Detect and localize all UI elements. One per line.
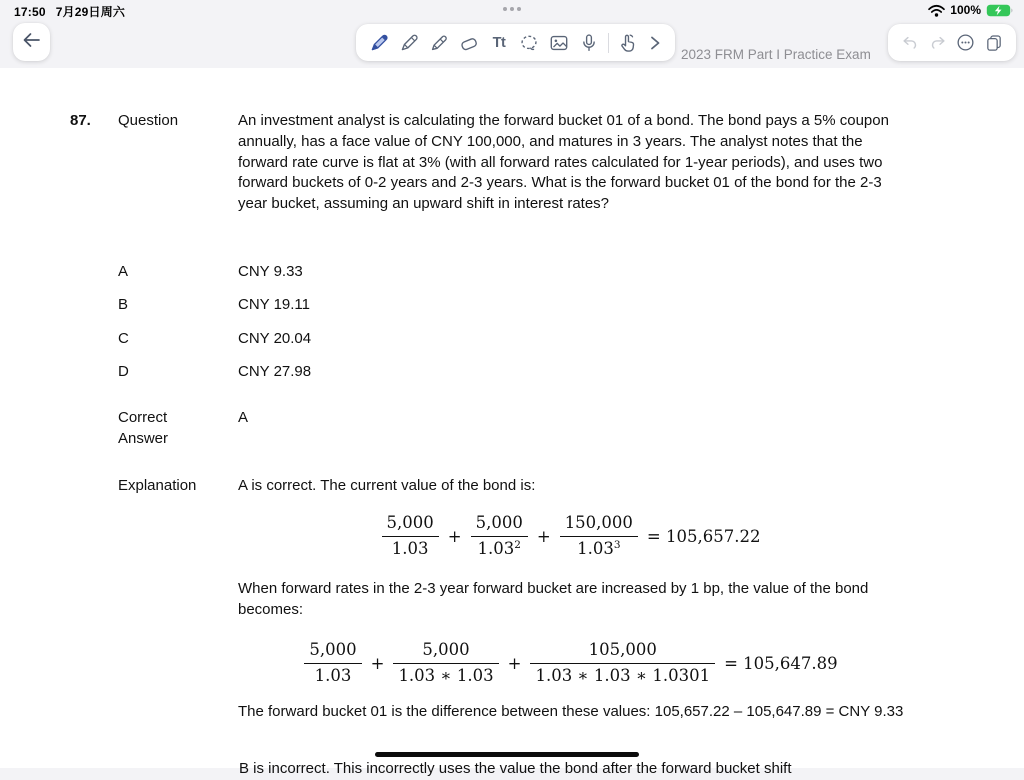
status-bar: [0, 0, 1024, 20]
option-key: A: [118, 263, 129, 280]
text-tool-glyph: Tt: [492, 34, 506, 51]
question-text: An investment analyst is calculating the forward bucket 01 of a bond. The bond pays a 5% coupon annually, has a face value of CNY 100,000, and matures in 3 years. The analyst notes that the forward rate curve is flat at 3% (with all forward rates calculated for 1-year periods), and uses two forward buckets of 0-2 years and 2-3 years. What is the forward bucket 01 of the bond for the 2-3 year bucket, assuming an upward shift in interest rates?: [238, 112, 889, 213]
expand-toolbar-chevron-icon[interactable]: [647, 32, 663, 54]
pencil-tool[interactable]: [398, 32, 420, 54]
back-arrow-icon: [22, 32, 41, 53]
option-row: [118, 295, 718, 316]
microphone-tool[interactable]: [578, 32, 600, 54]
formula-result: = 105,647.89: [724, 653, 838, 673]
document-title: 2023 FRM Part I Practice Exam: [681, 47, 871, 62]
status-date: 7月29日周六: [55, 5, 126, 19]
annotation-toolbar: [356, 24, 675, 61]
formula-result: = 105,657.22: [646, 526, 761, 546]
option-value: CNY 27.98: [238, 363, 312, 380]
multitasking-pill[interactable]: [503, 7, 521, 11]
correct-answer-value: A: [238, 409, 249, 426]
highlighter-tool[interactable]: [428, 32, 450, 54]
finger-draw-tool[interactable]: [617, 32, 639, 54]
plus-sign: +: [370, 653, 385, 673]
wifi-icon: [928, 4, 945, 17]
fraction: $\frac{150,000}{1.03^3}$: [560, 514, 638, 558]
question-number: 87.: [70, 112, 91, 129]
option-key: B: [118, 296, 129, 313]
plus-sign: +: [447, 526, 462, 546]
edit-actions-toolbar: [888, 24, 1016, 61]
option-value: CNY 19.11: [238, 296, 310, 313]
pen-tool[interactable]: [368, 32, 390, 54]
lasso-tool[interactable]: [518, 32, 540, 54]
option-key: D: [118, 363, 129, 380]
fraction: $\frac{5,000}{1.03}$: [304, 641, 361, 685]
ink-annotation-line: [375, 752, 639, 757]
back-button[interactable]: [13, 23, 50, 61]
plus-sign: +: [507, 653, 522, 673]
pages-icon[interactable]: [984, 32, 1004, 54]
formula-current-value: [238, 508, 904, 564]
question-label: Question: [118, 112, 179, 129]
option-row: [118, 262, 718, 283]
eraser-tool[interactable]: [458, 32, 480, 54]
fraction: $\frac{5,000}{1.03^2}$: [471, 514, 528, 558]
paragraph-shift: When forward rates in the 2-3 year forward bucket are increased by 1 bp, the value of the bond becomes:: [238, 580, 869, 618]
formula-shifted-value: [238, 634, 904, 692]
explanation-label: Explanation: [118, 477, 197, 494]
truncated-next-line: B is incorrect. This incorrectly uses the value the bond after the forward bucket shift: [239, 760, 792, 777]
option-value: CNY 20.04: [238, 330, 312, 347]
paragraph-difference: The forward bucket 01 is the difference between these values: 105,657.22 – 105,647.89 = CNY 9.33: [238, 703, 904, 720]
explanation-intro: A is correct. The current value of the bond is:: [238, 477, 536, 494]
status-time-date: [14, 3, 135, 20]
battery-icon: [986, 4, 1014, 17]
plus-sign: +: [536, 526, 551, 546]
fraction: $\frac{5,000}{1.03}$: [382, 514, 439, 558]
image-tool[interactable]: [548, 32, 570, 54]
option-row: [118, 329, 718, 350]
text-tool[interactable]: [488, 32, 510, 54]
option-row: [118, 362, 718, 383]
fraction: $\frac{105,000}{1.03 ∗ 1.03 ∗ 1.0301}$: [530, 641, 715, 685]
option-value: CNY 9.33: [238, 263, 303, 280]
fraction: $\frac{5,000}{1.03 ∗ 1.03}$: [393, 641, 498, 685]
toolbar-divider: [608, 33, 609, 53]
more-options-icon[interactable]: [955, 32, 976, 54]
status-time: 17:50: [14, 5, 46, 19]
redo-icon[interactable]: [928, 32, 948, 54]
battery-percent: 100%: [950, 3, 981, 17]
undo-icon[interactable]: [900, 32, 920, 54]
option-key: C: [118, 330, 129, 347]
correct-answer-label: Correct Answer: [118, 409, 169, 447]
